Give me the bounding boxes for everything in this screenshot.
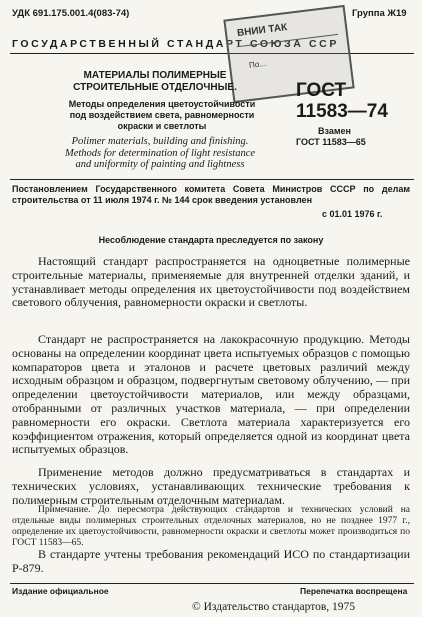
decree-text: Постановлением Государственного комитета Совета Министров СССР по делам строительства от 11 июля 1974 г. № 144 срок введения установлен	[12, 184, 410, 205]
title-line-1: МАТЕРИАЛЫ ПОЛИМЕРНЫЕ	[83, 70, 227, 81]
group-code: Группа Ж19	[352, 8, 407, 19]
copyright: © Издательство стандартов, 1975	[192, 601, 356, 613]
gost-label: ГОСТ	[296, 80, 347, 101]
udk-code: УДК 691.175.001.4(083-74)	[12, 8, 130, 19]
stamp-line-1: ВНИИ ТАК	[236, 22, 288, 40]
introduction-date: с 01.01 1976 г.	[322, 209, 383, 219]
note-text: Примечание. До пересмотра действующих стандартов и технических условий на отдельные виды полимерных строительных отделочных материалов, но не позднее 1977 г., определение их цветоустойчивости, равномерности окраски и светлоты может производиться по ГОСТ 11583—65.	[12, 505, 410, 548]
title-en-line-1: Polimer materials, building and finishing.	[71, 136, 249, 147]
methods-line-1: Методы определения цветоустойчивости	[68, 99, 256, 109]
title-russian	[70, 70, 240, 94]
methods-line-3: окраски и светлоты	[117, 121, 207, 131]
title-en-line-3: and uniformity of painting and lightness	[75, 159, 245, 170]
paragraph-iso-text: В стандарте учтены требования рекомендаций ИСО по стандартизации Р-879.	[12, 547, 410, 575]
legal-warning: Несоблюдение стандарта преследуется по закону	[98, 235, 324, 245]
title-english	[40, 136, 280, 171]
paragraph-application	[12, 466, 410, 507]
official-edition: Издание официальное	[12, 586, 109, 596]
reprint-notice: Перепечатка воспрещена	[300, 586, 408, 596]
bottom-divider	[10, 583, 414, 584]
paragraph-scope	[12, 255, 410, 310]
paragraph-methods-text: Стандарт не распространяется на лакокрасочную продукцию. Методы основаны на определении координат цвета испытуемых образцов с помощью компараторов цвета и эталонов и расчете цветовых различий между исходным образцом и образцом, подвергнутым световому облучению, — при определении цветоустойчивости материалов, или между образцами, отобранными от различных участков материала, — при определении равномерности его окраски. Светлота материала характеризуется его коэффициентом отражения, который определяется одной из координат цвета испытуемых образцов.	[12, 332, 410, 457]
title-line-2: СТРОИТЕЛЬНЫЕ ОТДЕЛОЧНЫЕ.	[73, 82, 237, 93]
paragraph-methods	[12, 333, 410, 457]
middle-divider	[10, 179, 414, 180]
paragraph-iso	[12, 548, 410, 576]
top-divider	[10, 53, 414, 54]
paragraph-application-text: Применение методов должно предусматриваться в стандартах и технических условиях, устанавливающих технические требования к полимерным строительным отделочным материалам.	[12, 465, 410, 507]
stamp-line-2: По...	[248, 58, 267, 70]
state-standard-heading: ГОСУДАРСТВЕННЫЙ СТАНДАРТ СОЮЗА ССР	[12, 38, 339, 50]
paragraph-scope-text: Настоящий стандарт распространяется на одноцветные полимерные строительные материалы, применяемые для внутренней отделки зданий, и устанавливает методы определения их цветоустойчивости под воздействием светового облучения, равномерности окраски и светлоты.	[12, 254, 410, 310]
replaces-label: Взамен	[318, 126, 351, 136]
note	[12, 505, 410, 549]
replaces-number: ГОСТ 11583—65	[296, 137, 366, 147]
gost-number: 11583—74	[296, 101, 388, 122]
methods-russian	[52, 99, 272, 132]
title-en-line-2: Methods for determination of light resistance	[64, 147, 256, 159]
methods-line-2: под воздействием света, равномерности	[69, 110, 255, 120]
